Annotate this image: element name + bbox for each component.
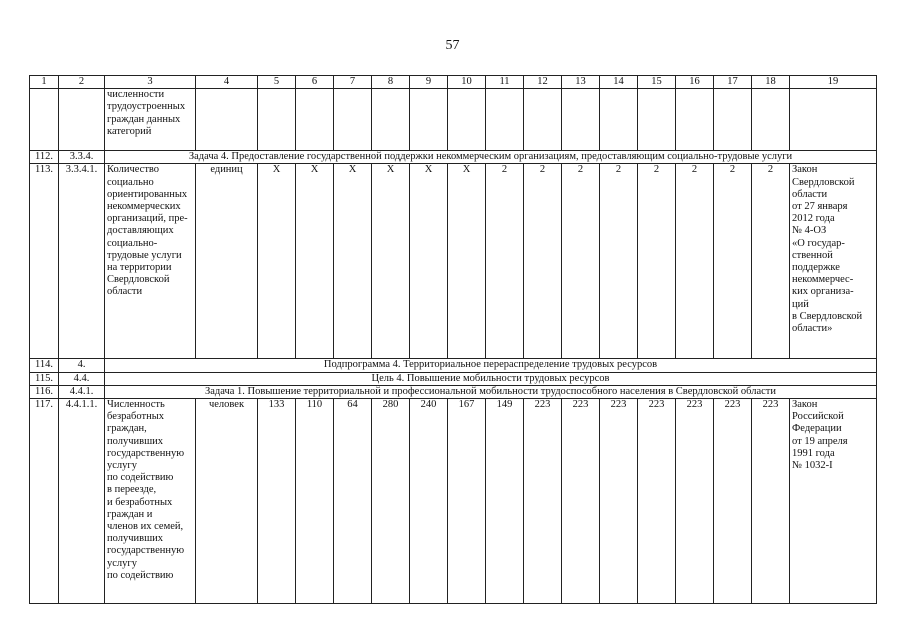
value-cell: Х — [448, 164, 486, 359]
value-cell: 2 — [676, 164, 714, 359]
row-code: 4.4. — [59, 372, 105, 385]
row-number: 114. — [30, 359, 59, 372]
table-row — [30, 399, 877, 604]
row-number: 115. — [30, 372, 59, 385]
column-header: 10 — [448, 76, 486, 89]
column-header: 12 — [524, 76, 562, 89]
column-header: 18 — [752, 76, 790, 89]
column-header: 3 — [105, 76, 196, 89]
indicator-name: Количество социально ориентированных некоммерческих организаций, пре- доставляющих социально- трудовые услуги на территории Свердловской области — [105, 164, 196, 359]
table-row-continued — [30, 89, 877, 151]
value-cell: 2 — [752, 164, 790, 359]
value-cell: 223 — [714, 399, 752, 604]
value-cell: Х — [258, 164, 296, 359]
unit: единиц — [196, 164, 258, 359]
row-number: 116. — [30, 385, 59, 398]
table-row-goal — [30, 372, 877, 385]
value-cell: 223 — [752, 399, 790, 604]
row-number: 117. — [30, 399, 59, 604]
column-header: 1 — [30, 76, 59, 89]
column-number-row — [30, 76, 877, 89]
value-cell: 223 — [638, 399, 676, 604]
column-header: 4 — [196, 76, 258, 89]
column-header: 16 — [676, 76, 714, 89]
section-title: Задача 4. Предоставление государственной поддержки некоммерческим организациям, предоставляющим социально-трудовые услуги — [105, 151, 877, 164]
value-cell: 133 — [258, 399, 296, 604]
value-cell: 2 — [562, 164, 600, 359]
row-number: 113. — [30, 164, 59, 359]
value-cell: 2 — [600, 164, 638, 359]
row-code: 3.3.4. — [59, 151, 105, 164]
value-cell: 2 — [486, 164, 524, 359]
table-row — [30, 164, 877, 359]
table-row-task — [30, 385, 877, 398]
value-cell: 223 — [562, 399, 600, 604]
value-cell: 167 — [448, 399, 486, 604]
row-code: 4.4.1. — [59, 385, 105, 398]
value-cell: Х — [334, 164, 372, 359]
value-cell: 223 — [524, 399, 562, 604]
value-cell: 110 — [296, 399, 334, 604]
row-code: 3.3.4.1. — [59, 164, 105, 359]
page-number: 57 — [445, 38, 460, 53]
column-header: 8 — [372, 76, 410, 89]
value-cell: Х — [372, 164, 410, 359]
row-number: 112. — [30, 151, 59, 164]
column-header: 7 — [334, 76, 372, 89]
column-header: 14 — [600, 76, 638, 89]
value-cell: 2 — [638, 164, 676, 359]
section-title: Цель 4. Повышение мобильности трудовых ресурсов — [105, 372, 877, 385]
value-cell: 2 — [714, 164, 752, 359]
value-cell: 149 — [486, 399, 524, 604]
indicator-name: численности трудоустроенных граждан данных категорий — [105, 89, 196, 151]
legal-basis: Закон Российской Федерации от 19 апреля 1991 года № 1032-I — [790, 399, 877, 604]
table-row-subprogram — [30, 359, 877, 372]
column-header: 5 — [258, 76, 296, 89]
row-code: 4.4.1.1. — [59, 399, 105, 604]
value-cell: 280 — [372, 399, 410, 604]
table-row-task — [30, 151, 877, 164]
value-cell: 64 — [334, 399, 372, 604]
indicators-table — [29, 75, 877, 604]
indicator-name: Численность безработных граждан, получивших государственную услугу по содействию в переезде, и безработных граждан и членов их семей, получивших государственную услугу по содействию — [105, 399, 196, 604]
column-header: 11 — [486, 76, 524, 89]
column-header: 19 — [790, 76, 877, 89]
section-title: Подпрограмма 4. Территориальное перераспределение трудовых ресурсов — [105, 359, 877, 372]
row-code: 4. — [59, 359, 105, 372]
section-title: Задача 1. Повышение территориальной и профессиональной мобильности трудоспособного населения в Свердловской области — [105, 385, 877, 398]
column-header: 13 — [562, 76, 600, 89]
column-header: 15 — [638, 76, 676, 89]
column-header: 9 — [410, 76, 448, 89]
value-cell: Х — [296, 164, 334, 359]
column-header: 17 — [714, 76, 752, 89]
unit: человек — [196, 399, 258, 604]
value-cell: Х — [410, 164, 448, 359]
value-cell: 240 — [410, 399, 448, 604]
value-cell: 2 — [524, 164, 562, 359]
legal-basis: Закон Свердловской области от 27 января 2012 года № 4-ОЗ «О государ- ственной поддержке некоммерчес- ких организа- ций в Свердловской области» — [790, 164, 877, 359]
value-cell: 223 — [676, 399, 714, 604]
column-header: 2 — [59, 76, 105, 89]
column-header: 6 — [296, 76, 334, 89]
value-cell: 223 — [600, 399, 638, 604]
